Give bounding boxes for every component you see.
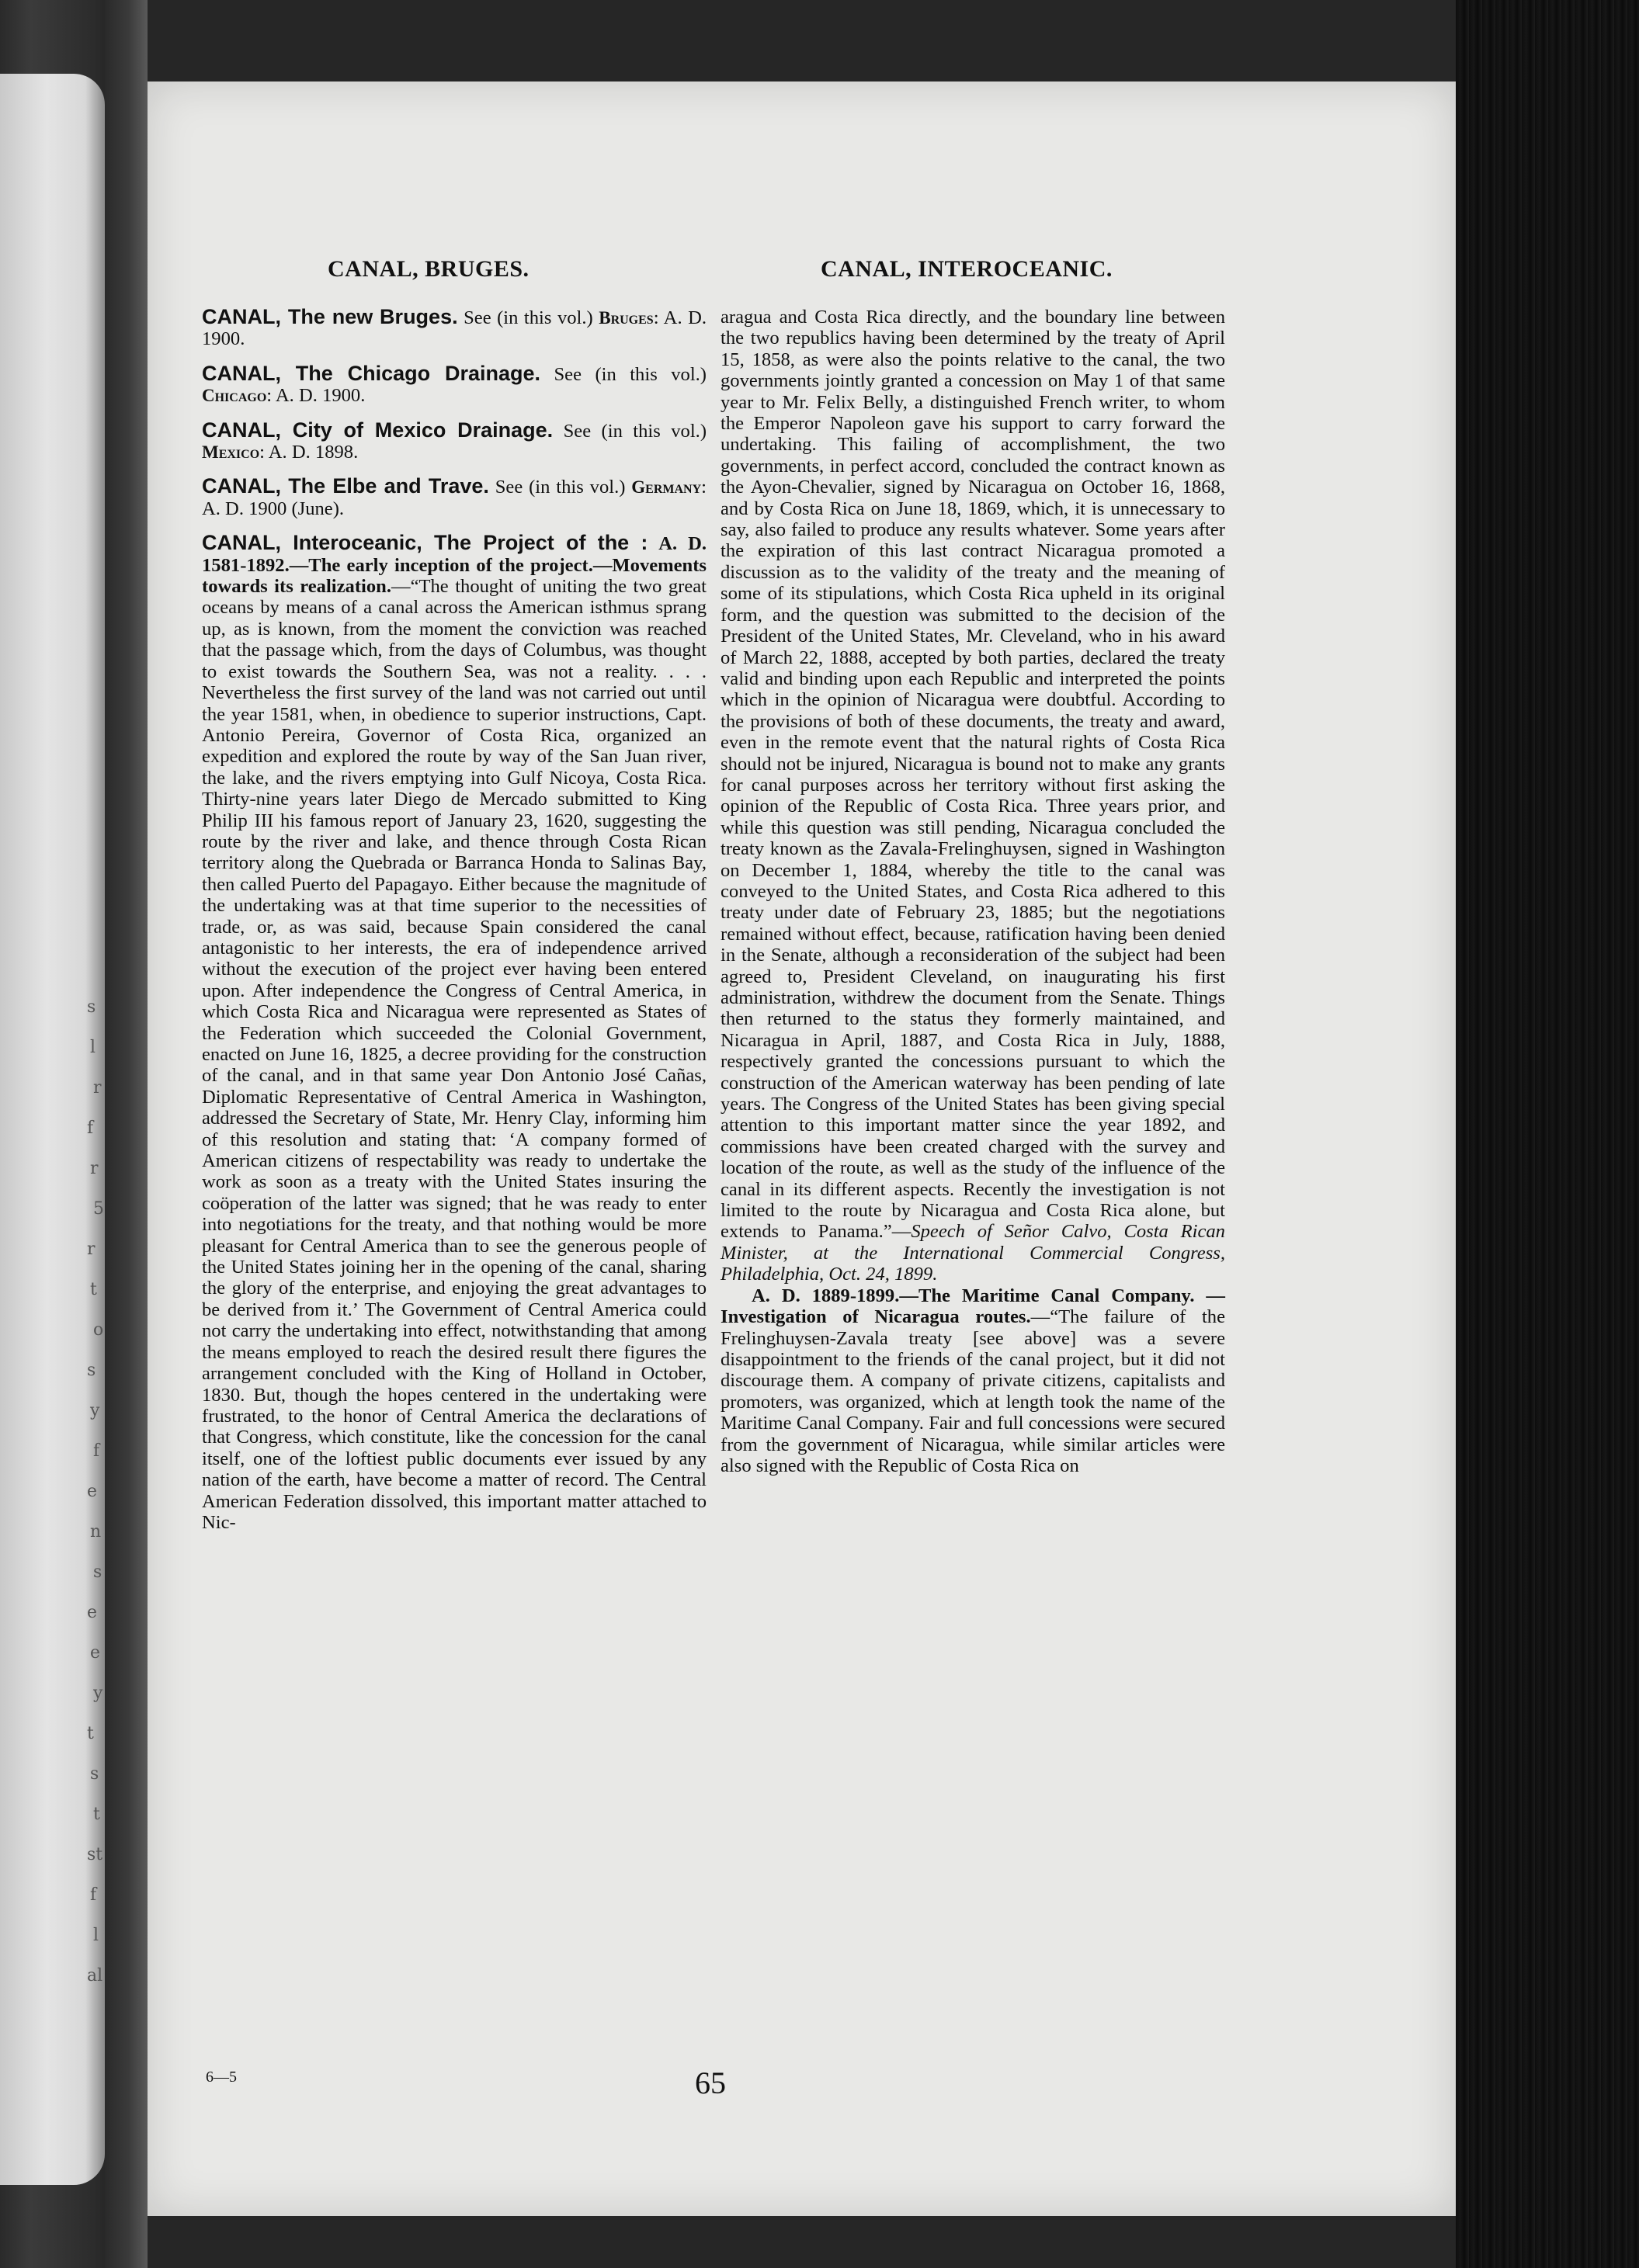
citation: Speech of Señor Calvo, Costa Rican Minister, at the International Commercial Congress, Philadelphia, Oct. 24, 1899. [721, 1221, 1225, 1285]
previous-page-mark: s [87, 1361, 96, 1380]
previous-page-mark: n [90, 1522, 102, 1541]
entry-body-text: —“The thought of uniting the two great oceans by means of a canal across the American isthmus sprang up, as is known, from the moment the conviction was reached that the passage which, from the days of Columbus, was thought to exist towards the Southern Sea, was not a reality. . . . Nevertheless the first survey of the land was not carried out until the year 1581, when, in obedience to superior instructions, Capt. Antonio Pereira, Governor of Costa Rica, organized an expedition and explored the route by way of the San Juan river, the lake, and the rivers emptying into Gulf Nicoya, Costa Rica. Thirty-nine years later Diego de Mercado submitted to King Philip III his famous report of January 23, 1620, suggesting the route by the river and lake, and thence through Costa Rican territory along the Quebrada or Barranca Honda to Salinas Bay, then called Puerto del Papagayo. Either because the magnitude of the undertaking was at that time superior to the necessities of trade, or, as was said, because Spain considered the canal antagonistic to her interests, the era of independence arrived without the execution of the project ever having been entered upon. After independence the Congress of Central America, in which Costa Rica and Nicaragua were represented as States of the Federation which succeeded the Colonial Government, enacted on June 16, 1825, a decree providing for the construction of the canal, and in that same year Don Antonio José Cañas, Diplomatic Representative of Central America in Washington, addressed the Secretary of State, Mr. Henry Clay, informing him of this resolution and stating that: ‘A company formed of American citizens of respectability was ready to undertake the work as soon as a treaty with the United States insuring the coöperation of the latter was signed; that he was ready to enter into negotiations for the treaty, and that nothing would be more pleasant for Central America than to see the generous people of the United States joining her in the opening of the canal, sharing the glory of the enterprise, and enjoying the great advantages to be derived from it.’ The Government of Central America could not carry the undertaking into effect, notwithstanding that among the means employed to reach the desired result there figures the arrangement concluded with the King of Holland in October, 1830. But, though the hopes centered in the undertaking were frustrated, to the honor of Central America the declarations of that Congress, which constitute, like the concession for the canal itself, one of the loftiest public documents ever issued by any nation of the earth, have become a matter of record. The Central American Federation dissolved, this important matter attached to Nic- [202, 576, 707, 1533]
previous-page-mark: 5 [93, 1199, 104, 1219]
second-entry [721, 1285, 1225, 1477]
page-stack-edge [1456, 0, 1639, 2268]
previous-page-mark: l [93, 1926, 99, 1945]
cross-reference-entry [202, 476, 707, 519]
entry-heading: CANAL, The Elbe and Trave. [202, 474, 489, 498]
binding-gutter [105, 0, 148, 2268]
see-target: Mexico [202, 442, 260, 463]
entry-heading: CANAL, The new Bruges. [202, 305, 458, 328]
previous-page-mark: l [90, 1038, 96, 1057]
running-head-left: CANAL, BRUGES. [328, 256, 530, 282]
previous-page-mark: t [93, 1805, 100, 1824]
cross-reference-entry [202, 363, 707, 407]
see-target: Chicago [202, 386, 267, 406]
previous-page-mark: r [93, 1078, 102, 1098]
entry-date: : A. D. 1900. [202, 307, 707, 350]
entry-date: : A. D. 1900 (June). [202, 477, 707, 519]
previous-page-mark: e [87, 1603, 98, 1622]
entry-subheading: A. D. 1889-1899.—The Maritime Canal Company. — Investigation of Nicaragua routes. [721, 1285, 1225, 1328]
book-page [148, 81, 1456, 2216]
previous-page-mark: r [90, 1159, 99, 1178]
previous-page-mark: al [87, 1966, 103, 1985]
previous-page-mark: st [87, 1845, 103, 1864]
previous-page-mark: t [90, 1280, 97, 1299]
previous-page-mark: e [90, 1643, 101, 1663]
see-text: See (in this vol.) [495, 477, 626, 498]
signature-mark: 6—5 [206, 2069, 237, 2086]
previous-page-mark: s [93, 1562, 102, 1582]
running-head-right: CANAL, INTEROCEANIC. [821, 256, 1113, 282]
previous-page-mark: f [87, 1118, 94, 1138]
see-text: See (in this vol.) [563, 420, 707, 442]
previous-page-mark: f [90, 1885, 97, 1905]
entry-body-text: —“The failure of the Frelinghuysen-Zavala treaty [see above] was a severe disappointment to the friends of the canal project, but it did not discourage them. A company of private citizens, capitalists and promoters, was organized, which at length took the name of the Maritime Canal Company. Fair and full concessions were secured from the government of Nicaragua, while similar articles were also signed with the Republic of Costa Rica on [721, 1306, 1225, 1476]
entry-heading: CANAL, Interoceanic, The Project of the : [202, 531, 648, 555]
previous-page-mark: y [93, 1684, 103, 1703]
right-column [721, 307, 1225, 1476]
previous-page-mark: f [93, 1441, 100, 1461]
see-target: Bruges [599, 308, 654, 328]
continued-body-text [721, 307, 1225, 1285]
previous-page-mark: y [90, 1401, 100, 1420]
previous-page-mark: t [87, 1724, 94, 1743]
main-entry [202, 532, 707, 1533]
previous-page-mark: o [93, 1320, 104, 1340]
entry-subheading: A. D. 1581-1892.—The early inception of the project.—Movements towards its realization. [202, 533, 707, 598]
see-text: See (in this vol.) [554, 363, 707, 385]
previous-page-mark: e [87, 1482, 98, 1501]
see-target: Germany [631, 477, 702, 498]
entry-heading: CANAL, The Chicago Drainage. [202, 361, 540, 385]
cross-reference-entry [202, 307, 707, 350]
previous-page-mark: s [87, 997, 96, 1017]
see-text: See (in this vol.) [464, 307, 593, 328]
previous-page-mark: r [87, 1240, 95, 1259]
page-number: 65 [695, 2065, 726, 2100]
cross-reference-entry [202, 420, 707, 463]
left-column [202, 307, 707, 1546]
entry-date: : A. D. 1898. [259, 442, 359, 463]
entry-date: : A. D. 1900. [266, 385, 366, 407]
entry-body-text: aragua and Costa Rica directly, and the boundary line between the two republics having been determined by the treaty of April 15, 1858, as were also the points relative to the canal, the two governments jointly granted a concession on May 1 of that same year to Mr. Felix Belly, a distinguished French writer, to whom the Emperor Napoleon gave his support to carry forward the undertaking. This failing of accomplishment, the two governments, in perfect accord, concluded the contract known as the Ayon-Chevalier, signed by Nicaragua on October 16, 1868, and by Costa Rica on June 18, 1869, which, it is unnecessary to say, also failed to produce any results whatever. Some years after the expiration of this last contract Nicaragua promoted a discussion as to the validity of the treaty and the meaning of some of its stipulations, which Costa Rica upheld in its original form, and the question was submitted to the decision of the President of the United States, Mr. Cleveland, who in his award of March 22, 1888, accepted by both parties, declared the treaty valid and binding upon each Republic and interpreted the points which in the opinion of Nicaragua were doubtful. According to the provisions of both of these documents, the treaty and award, even in the remote event that the natural rights of Costa Rica should not be injured, Nicaragua is bound not to make any grants for canal purposes across her territory without first asking the opinion of the Republic of Costa Rica. Three years prior, and while this question was still pending, Nicaragua concluded the treaty known as the Zavala-Frelinghuysen, signed in Washington on December 1, 1884, whereby the title to the canal was conveyed to the United States, and Costa Rica adhered to this treaty under date of February 23, 1885; but the negotiations remained without effect, because, ratification having been denied in the Senate, although a reconsideration of the subject had been agreed to, President Cleveland, on inaugurating his first administration, withdrew the document from the Senate. Things then returned to the status they formerly maintained, and Nicaragua in April, 1887, and Costa Rica in July, 1888, respectively granted the concessions pursuant to which the construction of the American waterway has been pending of late years. The Congress of the United States has been giving special attention to this important matter since the year 1892, and commissions have been created charged with the survey and location of the route, as well as the study of the influence of the canal in its different aspects. Recently the investigation is not limited to the route by Nicaragua and Costa Rica alone, but extends to Panama.”— [721, 307, 1225, 1243]
entry-heading: CANAL, City of Mexico Drainage. [202, 418, 554, 442]
previous-page-edge [0, 74, 105, 2185]
previous-page-mark: s [90, 1764, 99, 1784]
